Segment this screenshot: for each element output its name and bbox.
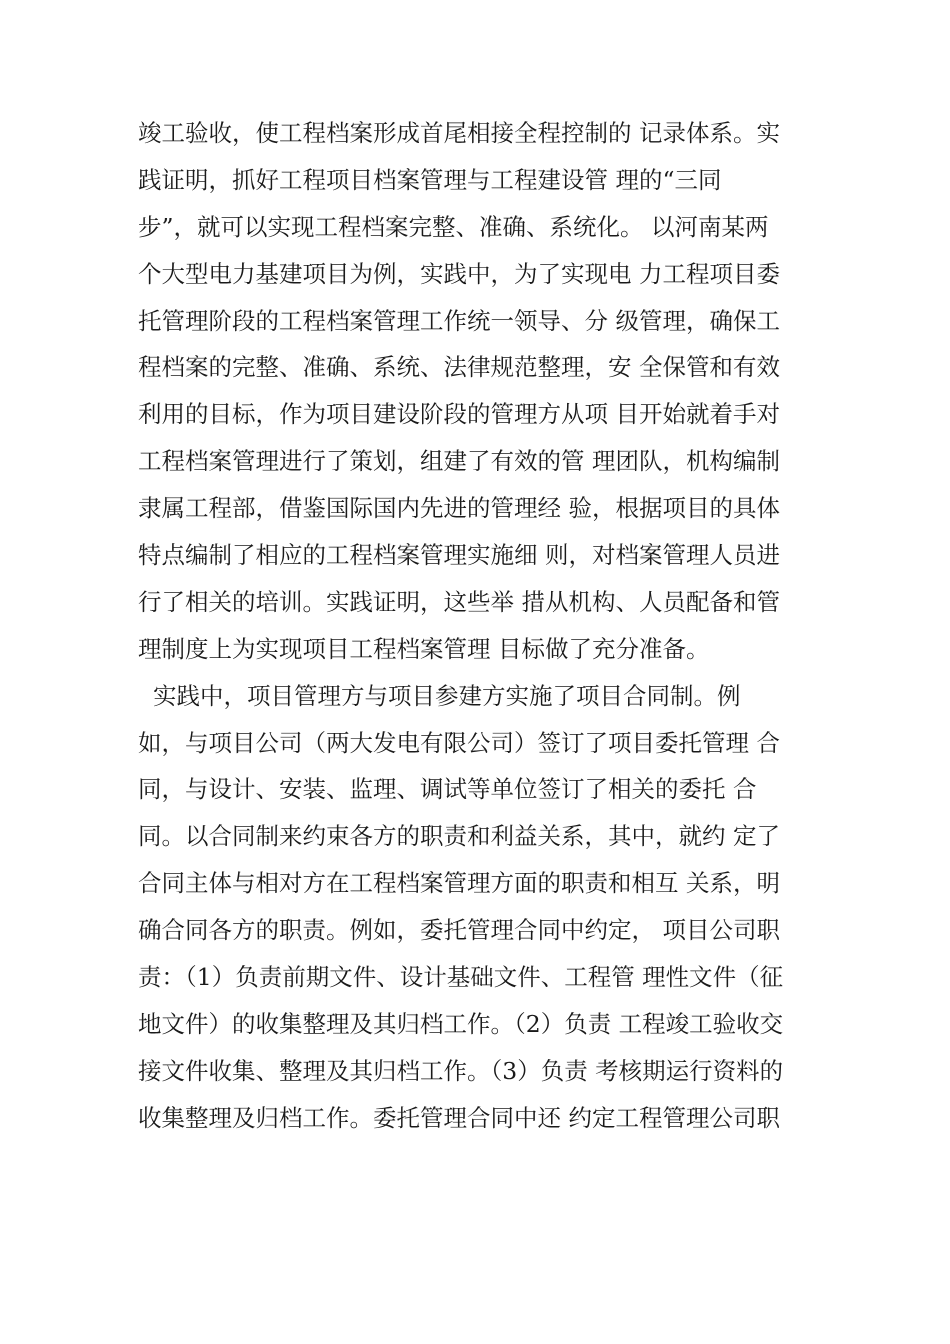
text-line: 特点编制了相应的工程档案管理实施细 则，对档案管理人员进 xyxy=(138,541,780,570)
text-line: 地文件）的收集整理及其归档工作。（2）负责 工程竣工验收交 xyxy=(138,1009,784,1038)
text-line: 个大型电力基建项目为例，实践中，为了实现电 力工程项目委 xyxy=(138,259,780,288)
text-line: 合同主体与相对方在工程档案管理方面的职责和相互 关系，明 xyxy=(138,869,780,898)
text-line: 理制度上为实现项目工程档案管理 目标做了充分准备。 xyxy=(138,634,710,663)
text-line: 收集整理及归档工作。委托管理合同中还 约定工程管理公司职 xyxy=(138,1103,780,1132)
text-line: 步”，就可以实现工程档案完整、准确、系统化。 以河南某两 xyxy=(138,212,769,241)
body-text xyxy=(138,110,838,1142)
text-line: 践证明，抓好工程项目档案管理与工程建设管 理的“三同 xyxy=(138,165,722,194)
text-line: 行了相关的培训。实践证明，这些举 措从机构、人员配备和管 xyxy=(138,587,780,616)
text-line: 隶属工程部，借鉴国际国内先进的管理经 验，根据项目的具体 xyxy=(138,494,780,523)
text-line: 工程档案管理进行了策划，组建了有效的管 理团队，机构编制 xyxy=(138,447,780,476)
text-line: 如，与项目公司（两大发电有限公司）签订了项目委托管理 合 xyxy=(138,728,780,757)
text-line: 同。以合同制来约束各方的职责和利益关系，其中，就约 定了 xyxy=(138,822,780,851)
text-line: 责：（1）负责前期文件、设计基础文件、工程管 理性文件（征 xyxy=(138,963,784,992)
text-line: 接文件收集、整理及其归档工作。（3）负责 考核期运行资料的 xyxy=(138,1056,784,1085)
text-line: 利用的目标，作为项目建设阶段的管理方从项 目开始就着手对 xyxy=(138,400,780,429)
text-line: 托管理阶段的工程档案管理工作统一领导、分 级管理，确保工 xyxy=(138,306,780,335)
text-line: 竣工验收，使工程档案形成首尾相接全程控制的 记录体系。实 xyxy=(138,119,780,147)
text-line: 同，与设计、安装、监理、调试等单位签订了相关的委托 合 xyxy=(138,775,757,804)
text-line: 程档案的完整、准确、系统、法律规范整理，安 全保管和有效 xyxy=(138,353,780,382)
text-line: 实践中，项目管理方与项目参建方实施了项目合同制。例 xyxy=(138,681,741,710)
text-line: 确合同各方的职责。例如，委托管理合同中约定， 项目公司职 xyxy=(138,916,780,945)
